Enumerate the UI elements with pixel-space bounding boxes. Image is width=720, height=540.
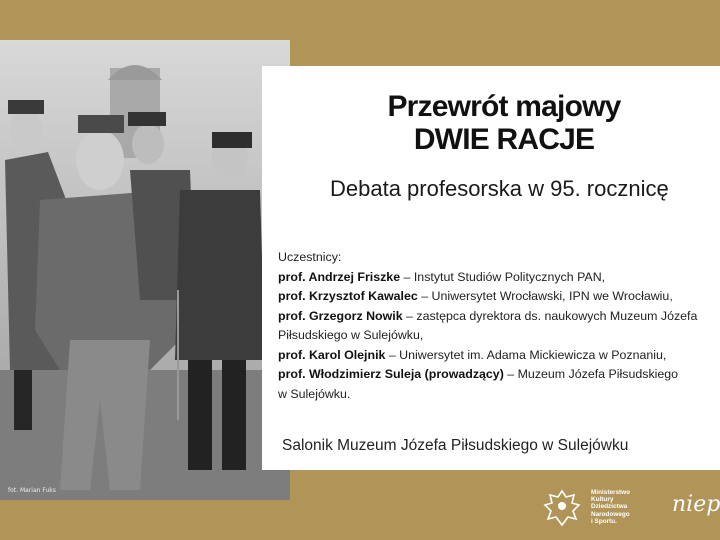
participant-affiliation-cont: Piłsudskiego w Sulejówku, xyxy=(278,328,424,342)
list-item xyxy=(278,365,718,385)
participant-affiliation: – zastępca dyrektora ds. naukowych Muzeum Józefa xyxy=(402,308,698,323)
participant-affiliation: – Uniwersytet Wrocławski, IPN we Wrocławiu, xyxy=(417,289,673,303)
title-line-2: DWIE RACJE xyxy=(413,123,595,156)
ministry-logo xyxy=(543,487,653,531)
historical-photo xyxy=(0,40,290,500)
participant-name: prof. Włodzimierz Suleja (prowadzący) xyxy=(278,367,504,381)
participant-name: prof. Karol Olejnik xyxy=(278,347,386,362)
participant-affiliation: – Instytut Studiów Politycznych PAN, xyxy=(400,269,606,284)
list-item xyxy=(278,268,718,288)
event-venue: Salonik Muzeum Józefa Piłsudskiego w Sulejówku xyxy=(282,437,629,454)
participant-name: prof. Krzysztof Kawalec xyxy=(278,289,418,303)
list-item xyxy=(278,287,718,307)
ministry-name xyxy=(591,489,630,525)
event-info-card xyxy=(262,66,720,470)
event-subtitle: Debata profesorska w 95. rocznicę xyxy=(330,176,669,201)
list-item xyxy=(278,346,718,366)
officers-photo-illustration xyxy=(0,40,290,500)
participant-name: prof. Andrzej Friszke xyxy=(278,269,401,284)
ministry-line: Kultury xyxy=(591,496,614,504)
ministry-line: Dziedzictwa xyxy=(591,503,628,511)
title-line-1: Przewrót majowy xyxy=(387,90,621,123)
participants-list xyxy=(278,248,718,404)
list-item xyxy=(278,307,718,327)
participant-affiliation: – Uniwersytet im. Adama Mickiewicza w Poznaniu, xyxy=(385,347,667,362)
participant-affiliation-cont: w Sulejówku. xyxy=(278,386,351,401)
event-title xyxy=(354,90,654,156)
participants-label: Uczestnicy: xyxy=(278,250,342,264)
eagle-icon xyxy=(543,487,581,529)
ministry-line: i Sportu. xyxy=(591,517,617,525)
participant-name: prof. Grzegorz Nowik xyxy=(278,308,403,323)
partner-logo-signature: niep xyxy=(672,492,720,517)
ministry-line: Ministerstwo xyxy=(591,489,631,496)
photo-credit: fot. Marian Fuks xyxy=(8,487,56,494)
participant-affiliation: – Muzeum Józefa Piłsudskiego xyxy=(503,367,679,381)
ministry-line: Narodowego xyxy=(591,510,630,518)
